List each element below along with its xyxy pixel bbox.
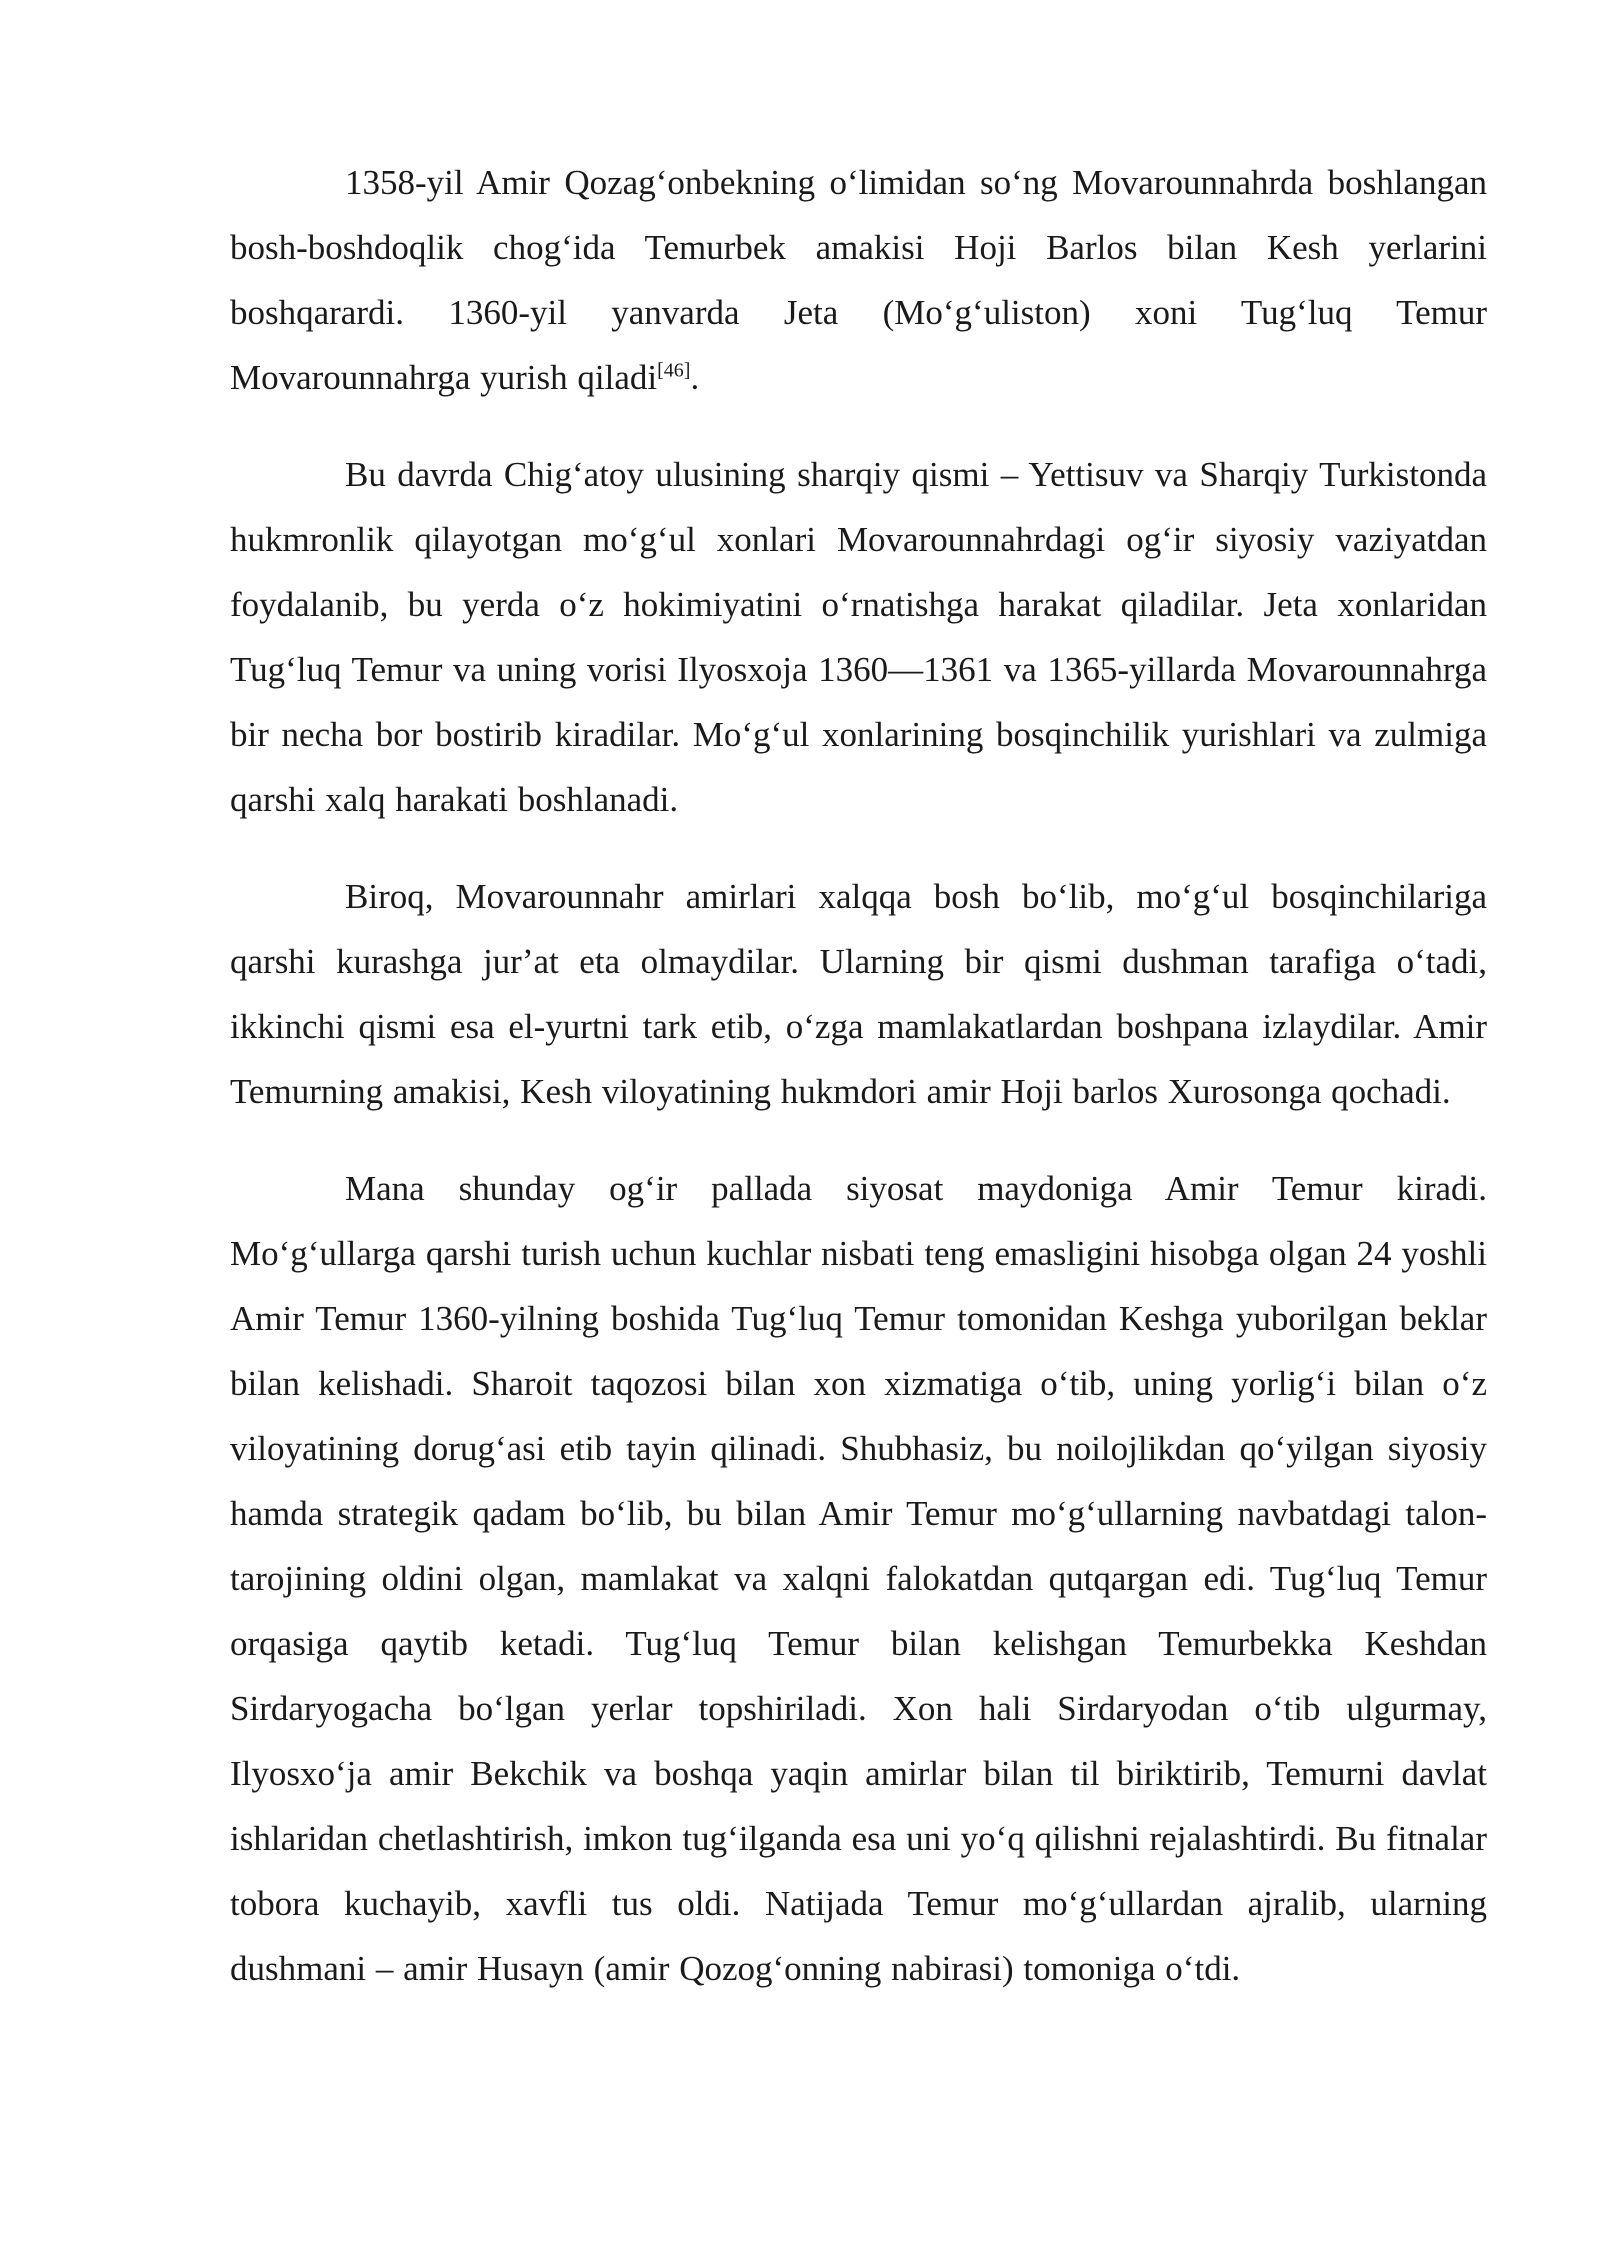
paragraph-1-end: . xyxy=(690,358,700,397)
paragraph-2 xyxy=(230,442,1487,832)
paragraph-1 xyxy=(230,150,1487,410)
paragraph-4 xyxy=(230,1156,1487,2001)
document-page xyxy=(230,150,1487,2150)
paragraph-3-text: Biroq, Movarounnahr amirlari xalqqa bosh boʻlib, moʻgʻul bosqinchilariga qarshi kurashga jurʼat eta olmaydilar. Ularning bir qismi dushman tarafiga oʻtadi, ikkinchi qismi esa el-yurtni tark etib, oʻzga mamlakatlardan boshpana izlaydilar. Amir Temurning amakisi, Kesh viloyatining hukmdori amir Hoji barlos Xurosonga qochadi. xyxy=(230,877,1487,1111)
paragraph-4-text: Mana shunday ogʻir pallada siyosat maydoniga Amir Temur kiradi. Moʻgʻullarga qarshi turish uchun kuchlar nisbati teng emasligini hisobga olgan 24 yoshli Amir Temur 1360-yilning boshida Tugʻluq Temur tomonidan Keshga yuborilgan beklar bilan kelishadi. Sharoit taqozosi bilan xon xizmatiga oʻtib, uning yorligʻi bilan oʻz viloyatining dorugʻasi etib tayin qilinadi. Shubhasiz, bu noilojlikdan qoʻyilgan siyosiy hamda strategik qadam boʻlib, bu bilan Amir Temur moʻgʻullarning navbatdagi talon-tarojining oldini olgan, mamlakat va xalqni falokatdan qutqargan edi. Tugʻluq Temur orqasiga qaytib ketadi. Tugʻluq Temur bilan kelishgan Temurbekka Keshdan Sirdaryogacha boʻlgan yerlar topshiriladi. Xon hali Sirdaryodan oʻtib ulgurmay, Ilyosxoʻja amir Bekchik va boshqa yaqin amirlar bilan til biriktirib, Temurni davlat ishlaridan chetlashtirish, imkon tugʻilganda esa uni yoʻq qilishni rejalashtirdi. Bu fitnalar tobora kuchayib, xavfli tus oldi. Natijada Temur moʻgʻullardan ajralib, ularning dushmani – amir Husayn (amir Qozogʻonning nabirasi) tomoniga oʻtdi. xyxy=(230,1169,1487,1988)
paragraph-1-text: 1358-yil Amir Qozagʻonbekning oʻlimidan soʻng Movarounnahrda boshlangan bosh-boshdoqlik chogʻida Temurbek amakisi Hoji Barlos bilan Kesh yerlarini boshqarardi. 1360-yil yanvarda Jeta (Moʻgʻuliston) xoni Tugʻluq Temur Movarounnahrga yurish qiladi xyxy=(230,163,1487,397)
paragraph-3 xyxy=(230,864,1487,1124)
footnote-reference[interactable]: [46] xyxy=(657,359,691,382)
paragraph-2-text: Bu davrda Chigʻatoy ulusining sharqiy qismi – Yettisuv va Sharqiy Turkistonda hukmronlik qilayotgan moʻgʻul xonlari Movarounnahrdagi ogʻir siyosiy vaziyatdan foydalanib, bu yerda oʻz hokimiyatini oʻrnatishga harakat qiladilar. Jeta xonlaridan Tugʻluq Temur va uning vorisi Ilyosxoja 1360—1361 va 1365-yillarda Movarounnahrga bir necha bor bostirib kiradilar. Moʻgʻul xonlarining bosqinchilik yurishlari va zulmiga qarshi xalq harakati boshlanadi. xyxy=(230,455,1487,819)
